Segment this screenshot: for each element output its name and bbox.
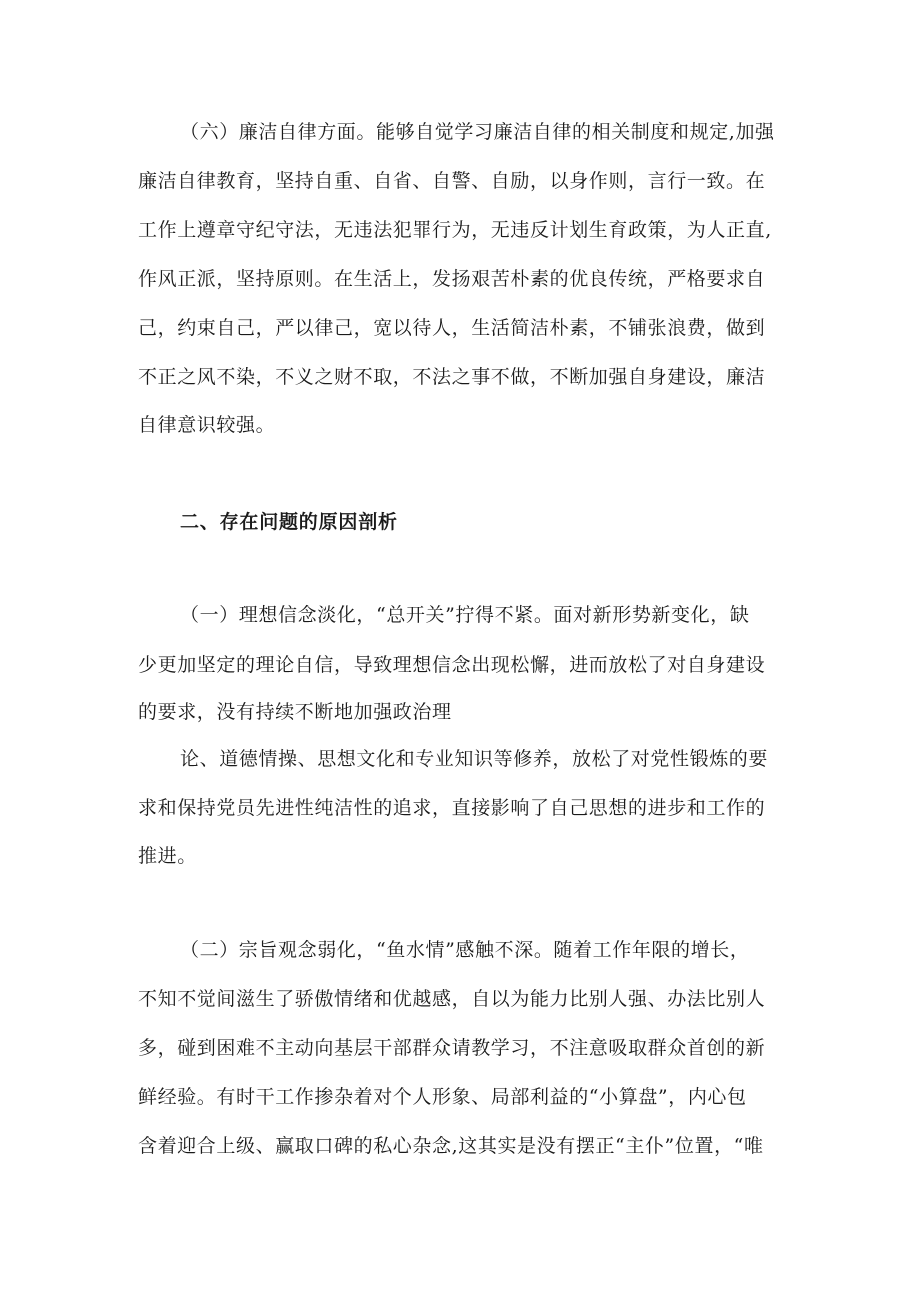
paragraph-line: 的要求，没有持续不断地加强政治理 — [138, 701, 452, 723]
paragraph-line: 少更加坚定的理论自信，导致理想信念出现松懈，进而放松了对自身建设 — [138, 654, 766, 676]
paragraph-line: 求和保持党员先进性纯洁性的追求，直接影响了自己思想的进步和工作的 — [138, 797, 766, 819]
paragraph-line: 鲜经验。有时干工作掺杂着对个人形象、局部利益的“小算盘”，内心包 — [138, 1086, 747, 1108]
paragraph-line: （一）理想信念淡化，“总开关”拧得不紧。面对新形势新变化，缺 — [180, 604, 750, 626]
section-heading: 二、存在问题的原因剖析 — [180, 511, 398, 533]
paragraph-line: 廉洁自律教育，坚持自重、自省、自警、自励，以身作则，言行一致。在 — [138, 170, 766, 192]
paragraph-line: 不知不觉间滋生了骄傲情绪和优越感，自以为能力比别人强、办法比别人 — [138, 988, 766, 1010]
paragraph-line: 己，约束自己，严以律己，宽以待人，生活简洁朴素，不铺张浪费，做到 — [138, 317, 766, 339]
paragraph-line: 工作上遵章守纪守法，无违法犯罪行为，无违反计划生育政策，为人正直, — [138, 219, 772, 241]
paragraph-line: 推进。 — [138, 845, 197, 867]
paragraph-line: 自律意识较强。 — [138, 414, 276, 436]
paragraph-line: 作风正派，坚持原则。在生活上，发扬艰苦朴素的优良传统，严格要求自 — [138, 268, 766, 290]
paragraph-line: 含着迎合上级、赢取口碑的私心杂念,这其实是没有摆正“主仆”位置，“唯 — [138, 1135, 764, 1157]
paragraph-line: 论、道德情操、思想文化和专业知识等修养，放松了对党性锻炼的要 — [180, 748, 769, 770]
paragraph-line: 不正之风不染，不义之财不取，不法之事不做，不断加强自身建设，廉洁 — [138, 366, 766, 388]
paragraph-line: 多，碰到困难不主动向基层干部群众请教学习，不注意吸取群众首创的新 — [138, 1037, 766, 1059]
paragraph-line: （二）宗旨观念弱化，“鱼水情”感触不深。随着工作年限的增长， — [180, 939, 750, 961]
paragraph-line: （六）廉洁自律方面。能够自觉学习廉洁自律的相关制度和规定,加强 — [180, 121, 775, 143]
